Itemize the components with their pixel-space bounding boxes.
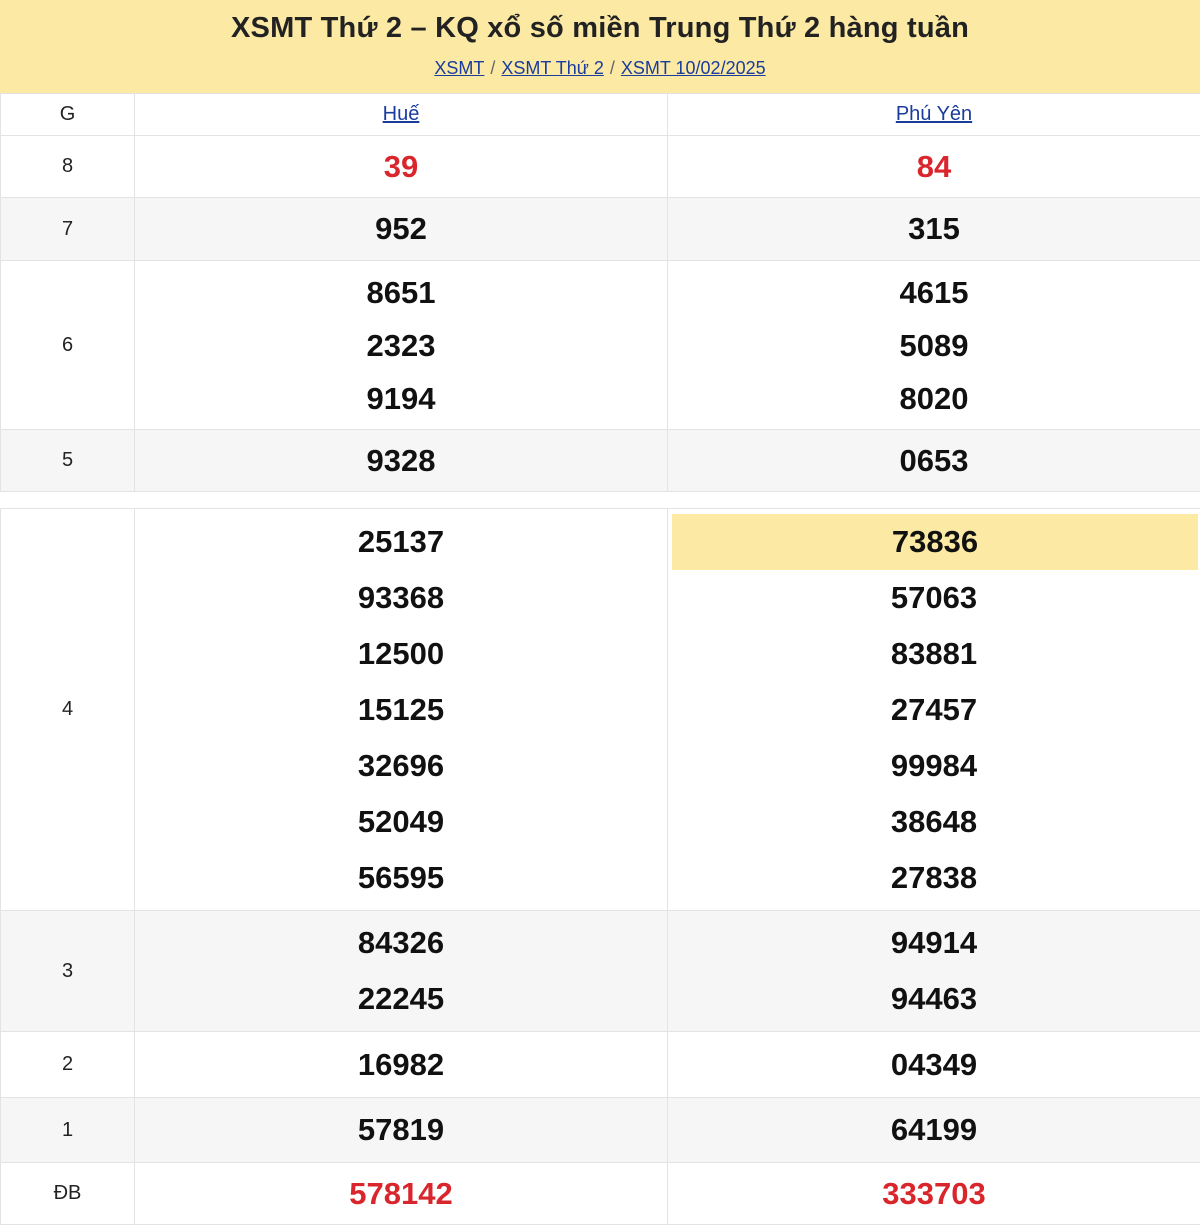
result-number: 4615	[899, 274, 969, 310]
prize-label: 8	[1, 136, 135, 198]
prize-row-5	[1, 430, 1200, 492]
phu-yen-cell	[668, 911, 1200, 1032]
prize-label: 6	[1, 261, 135, 430]
hue-cell	[135, 198, 668, 261]
result-number: 12500	[357, 635, 445, 671]
breadcrumb-separator: /	[609, 58, 615, 78]
result-number: 2323	[366, 327, 436, 363]
hue-cell	[135, 509, 668, 911]
phu-yen-cell	[668, 509, 1200, 911]
hue-cell	[135, 136, 668, 198]
result-number: 22245	[357, 981, 445, 1016]
prize-row-8	[1, 136, 1200, 198]
result-number: 64199	[890, 1112, 978, 1147]
result-number: 84	[916, 148, 952, 184]
prize-row-1	[1, 1098, 1200, 1163]
prize-label: 7	[1, 198, 135, 261]
province-header-phu-yen	[668, 94, 1200, 136]
result-number: 8651	[366, 274, 436, 310]
prize-label: 1	[1, 1098, 135, 1163]
province-link-hue[interactable]: Huế	[382, 103, 420, 125]
prize-row-6	[1, 261, 1200, 430]
result-number: 57063	[890, 579, 978, 615]
page-title: XSMT Thứ 2 – KQ xổ số miền Trung Thứ 2 hàng tuần	[231, 12, 969, 44]
special-prize-number: 333703	[882, 1175, 986, 1211]
hue-cell	[135, 1098, 668, 1163]
result-number-highlighted: 73836	[672, 514, 1198, 570]
result-number: 39	[383, 148, 419, 184]
breadcrumb-separator: /	[490, 58, 496, 78]
result-number: 93368	[357, 579, 445, 615]
special-prize-number: 578142	[349, 1175, 453, 1211]
result-number: 952	[375, 211, 427, 246]
result-number: 9194	[366, 380, 436, 416]
phu-yen-cell	[668, 1098, 1200, 1163]
prize-label: 5	[1, 430, 135, 492]
result-number: 84326	[357, 925, 445, 960]
result-number: 16982	[357, 1046, 445, 1082]
prize-row-4	[1, 509, 1200, 911]
results-table-bottom	[0, 508, 1200, 1225]
result-number: 5089	[899, 327, 969, 363]
breadcrumb-xsmt-thu-2[interactable]: XSMT Thứ 2	[501, 58, 604, 78]
phu-yen-cell	[668, 430, 1200, 492]
result-number: 04349	[890, 1046, 978, 1082]
prize-row-3	[1, 911, 1200, 1032]
prize-row-special	[1, 1163, 1200, 1225]
prize-label: 2	[1, 1032, 135, 1098]
result-number: 57819	[357, 1112, 445, 1147]
result-number: 83881	[890, 635, 978, 671]
result-number: 315	[908, 211, 960, 246]
result-number: 0653	[899, 442, 969, 478]
hue-cell	[135, 430, 668, 492]
phu-yen-cell	[668, 136, 1200, 198]
prize-label: 4	[1, 509, 135, 911]
hue-cell	[135, 1032, 668, 1098]
result-number: 94914	[890, 925, 978, 960]
result-number: 56595	[357, 859, 445, 895]
hue-cell	[135, 1163, 668, 1225]
prize-label: 3	[1, 911, 135, 1032]
phu-yen-cell	[668, 1163, 1200, 1225]
result-number: 8020	[899, 380, 969, 416]
result-number: 32696	[357, 747, 445, 783]
result-number: 99984	[890, 747, 978, 783]
result-number: 38648	[890, 803, 978, 839]
prize-row-7	[1, 198, 1200, 261]
table-header-row	[1, 94, 1200, 136]
page-header	[0, 0, 1200, 93]
result-number: 94463	[890, 981, 978, 1016]
phu-yen-cell	[668, 1032, 1200, 1098]
prize-label: ĐB	[1, 1163, 135, 1225]
result-number: 25137	[357, 523, 445, 559]
breadcrumb-xsmt-date[interactable]: XSMT 10/02/2025	[620, 58, 766, 78]
phu-yen-cell	[668, 261, 1200, 430]
hue-cell	[135, 911, 668, 1032]
breadcrumb-xsmt[interactable]: XSMT	[434, 58, 485, 78]
prize-column-header: G	[1, 94, 135, 136]
prize-row-2	[1, 1032, 1200, 1098]
province-header-hue	[135, 94, 668, 136]
results-table-top	[0, 93, 1200, 492]
province-link-phu-yen[interactable]: Phú Yên	[895, 103, 973, 125]
result-number: 52049	[357, 803, 445, 839]
result-number: 27457	[890, 691, 978, 727]
result-number: 15125	[357, 691, 445, 727]
result-number: 9328	[366, 442, 436, 478]
breadcrumb	[0, 58, 1200, 79]
result-number: 27838	[890, 859, 978, 895]
phu-yen-cell	[668, 198, 1200, 261]
hue-cell	[135, 261, 668, 430]
